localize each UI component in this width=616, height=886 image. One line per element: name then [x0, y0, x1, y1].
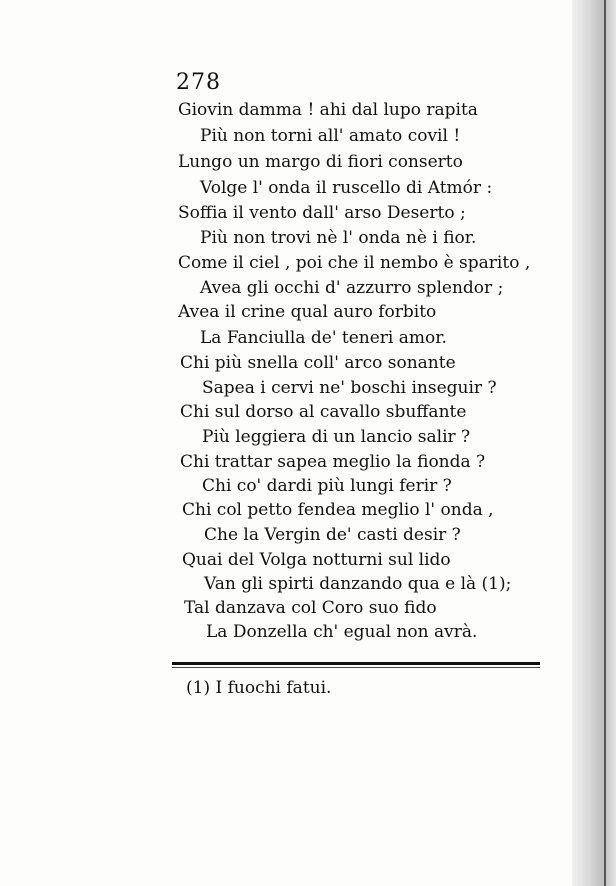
poem-line: Lungo un margo di fiori conserto: [178, 152, 463, 172]
poem-line: La Donzella ch' egual non avrà.: [206, 622, 478, 642]
footnote-rule-thin: [172, 667, 540, 668]
poem-line: Chi trattar sapea meglio la fionda ?: [180, 452, 486, 472]
poem-line: Più non torni all' amato covil !: [200, 126, 461, 146]
poem-line: Sapea i cervi ne' boschi inseguir ?: [202, 378, 497, 398]
poem-line: Giovin damma ! ahi dal lupo rapita: [178, 100, 478, 120]
poem-line: La Fanciulla de' teneri amor.: [200, 328, 447, 348]
poem-line: Quai del Volga notturni sul lido: [182, 550, 451, 570]
poem-line: Chi più snella coll' arco sonante: [180, 353, 456, 373]
poem-line: Avea gli occhi d' azzurro splendor ;: [200, 278, 504, 298]
poem-line: Van gli spirti danzando qua e là (1);: [204, 574, 512, 594]
poem-line: Soffia il vento dall' arso Deserto ;: [178, 203, 466, 223]
poem-line: Che la Vergin de' casti desir ?: [204, 525, 461, 545]
poem-line: Chi col petto fendea meglio l' onda ,: [182, 500, 494, 520]
poem-line: Più leggiera di un lancio salir ?: [202, 427, 471, 447]
poem-line: Volge l' onda il ruscello di Atmór :: [200, 178, 493, 198]
poem-line: Più non trovi nè l' onda nè i fior.: [200, 228, 477, 248]
footnote: (1) I fuochi fatui.: [186, 678, 332, 698]
page-edge-shadow: [572, 0, 616, 886]
poem-line: Tal danzava col Coro suo fido: [184, 598, 437, 618]
poem-line: Avea il crine qual auro forbito: [178, 302, 437, 322]
footnote-rule: [172, 662, 540, 665]
poem-line: Chi sul dorso al cavallo sbuffante: [180, 402, 467, 422]
page-edge-line: [604, 0, 606, 886]
poem-line: Come il ciel , poi che il nembo è sparito ,: [178, 253, 531, 273]
page-number: 278: [176, 70, 221, 95]
poem-line: Chi co' dardi più lungi ferir ?: [202, 476, 452, 496]
